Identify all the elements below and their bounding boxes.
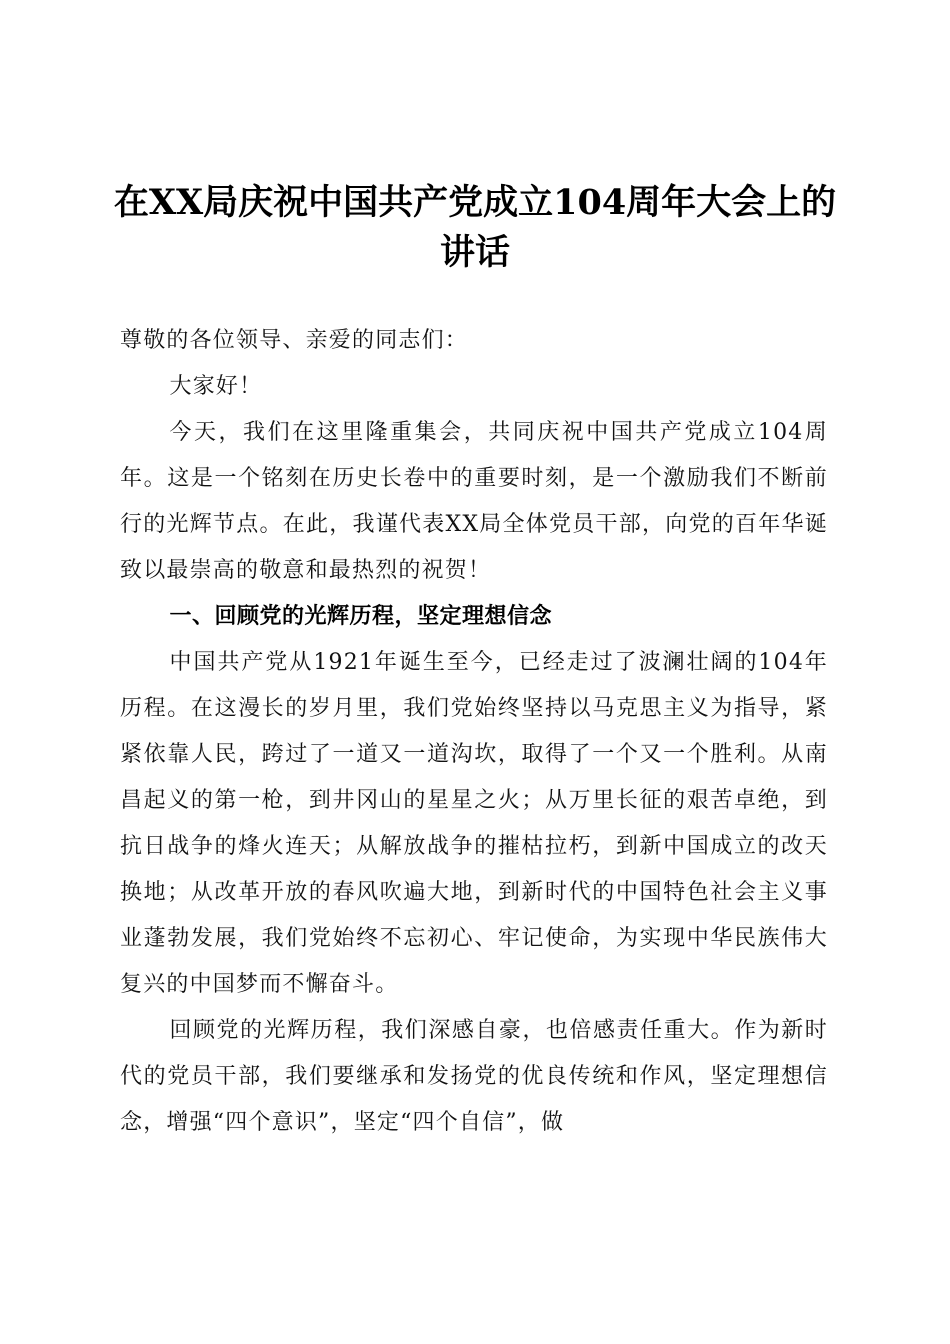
greeting: 大家好！ <box>169 374 263 399</box>
history-paragraph: 中国共产党从1921年诞生至今，已经走过了波澜壮阔的104年历程。在这漫长的岁月里，我们党始终坚持以马克思主义为指导，紧紧依靠人民，跨过了一道又一道沟坎，取得了一个又一个胜利。从南昌起义的第一枪，到井冈山的星星之火；从万里长征的艰苦卓绝，到抗日战争的烽火连天；从解放战争的摧枯拉朽，到新中国成立的改天换地；从改革开放的春风吹遍大地，到新时代的中国特色社会主义事业蓬勃发展，我们党始终不忘初心、牢记使命，为实现中华民族伟大复兴的中国梦而不懈奋斗。 <box>120 650 828 997</box>
salutation: 尊敬的各位领导、亲爱的同志们： <box>120 328 469 353</box>
document-body <box>120 318 828 1146</box>
intro-paragraph: 今天，我们在这里隆重集会，共同庆祝中国共产党成立104周年。这是一个铭刻在历史长卷中的重要时刻，是一个激励我们不断前行的光辉节点。在此，我谨代表XX局全体党员干部，向党的百年华诞致以最崇高的敬意和最热烈的祝贺！ <box>120 420 828 583</box>
responsibility-paragraph: 回顾党的光辉历程，我们深感自豪，也倍感责任重大。作为新时代的党员干部，我们要继承和发扬党的优良传统和作风，坚定理想信念，增强“四个意识”，坚定“四个自信”，做 <box>120 1018 828 1135</box>
section-heading: 一、回顾党的光辉历程，坚定理想信念 <box>169 604 553 629</box>
document-title: 在XX局庆祝中国共产党成立104周年大会上的讲话 <box>113 182 837 273</box>
